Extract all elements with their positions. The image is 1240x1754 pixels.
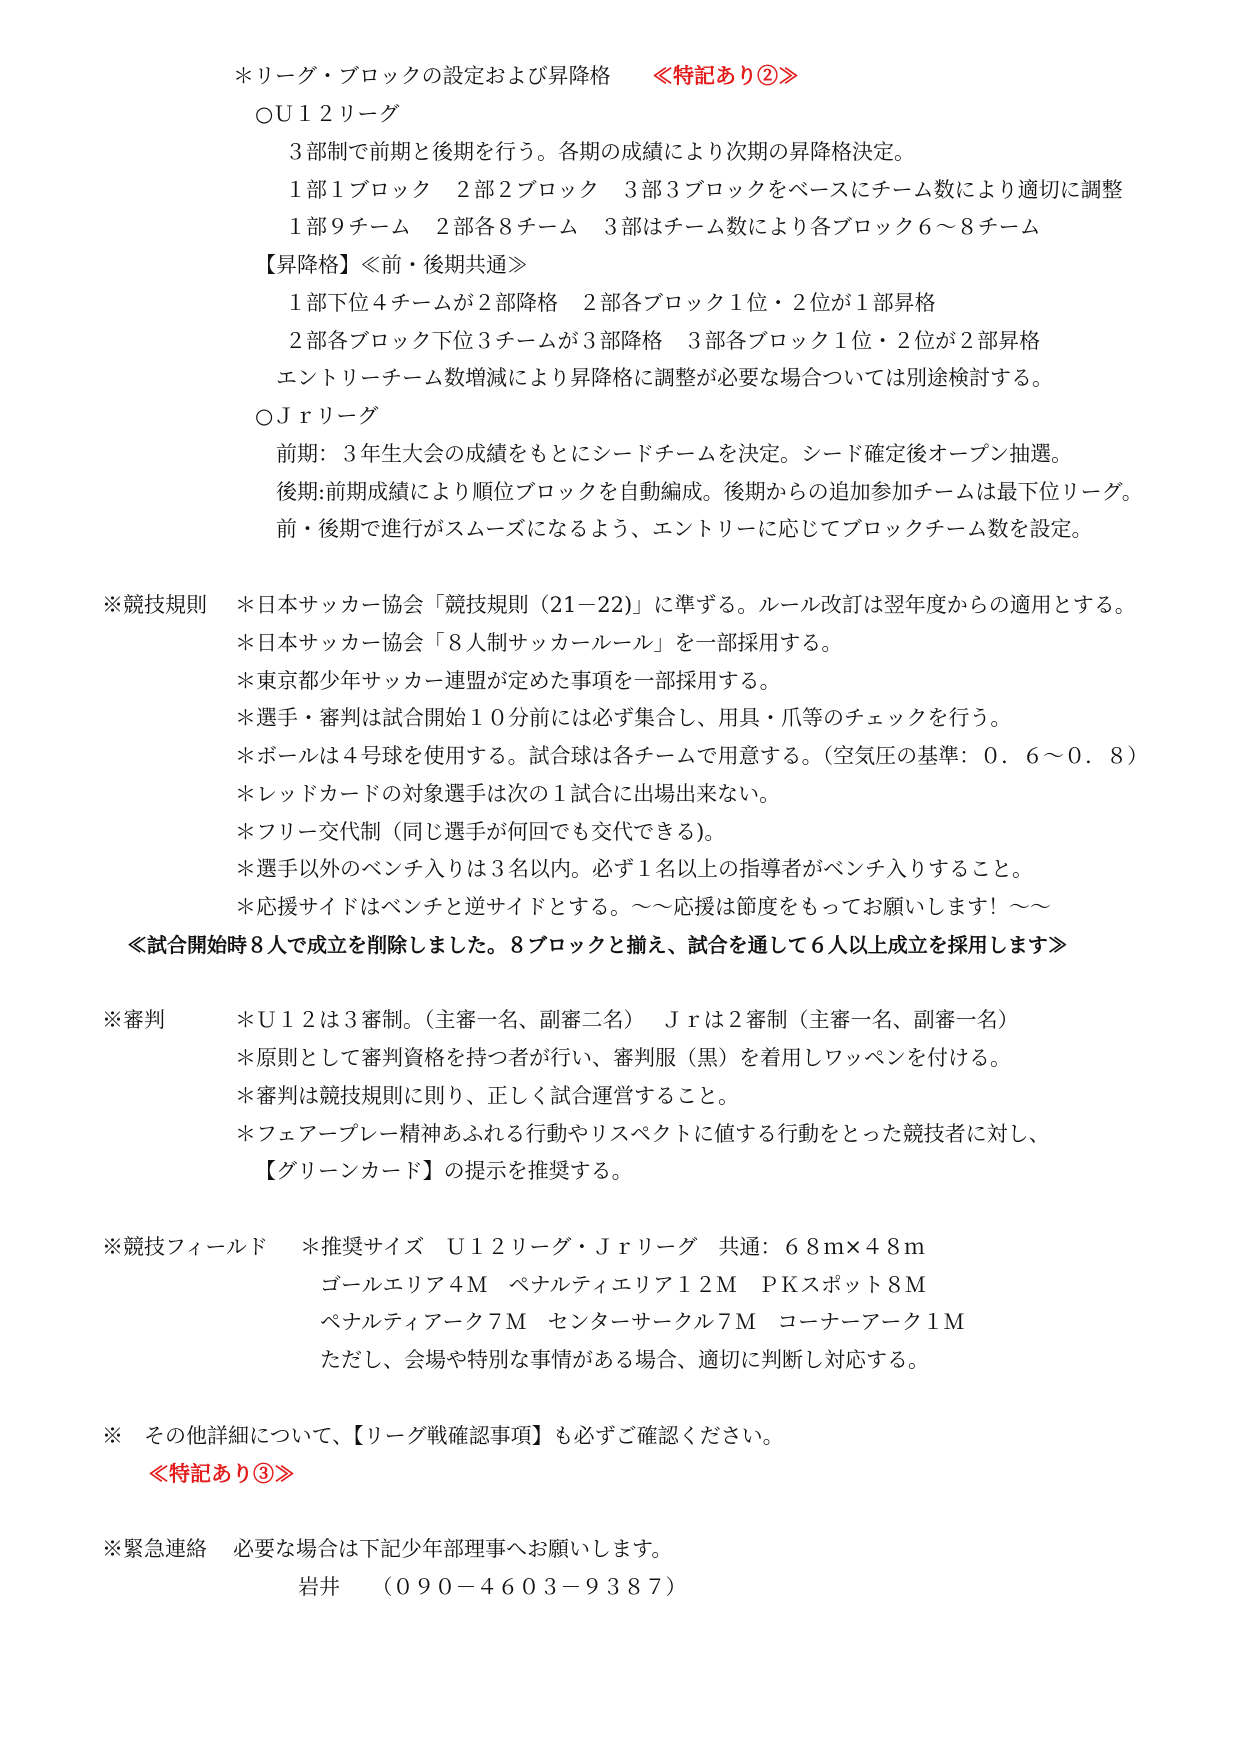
field-label: ※競技フィールド (102, 1235, 268, 1259)
promotion-line: ２部各ブロック下位３チームが３部降格 ３部各ブロック１位・２位が２部昇格 (285, 329, 1041, 353)
u12-line: １部１ブロック ２部２ブロック ３部３ブロックをベースにチーム数により適切に調整 (285, 178, 1123, 202)
promotion-line: エントリーチーム数増減により昇降格に調整が必要な場合ついては別途検討する。 (276, 366, 1053, 390)
rules-item: ＊日本サッカー協会「競技規則（21－22)」に準ずる。ルール改訂は翌年度からの適用とする。 (235, 593, 1136, 617)
promotion-line: １部下位４チームが２部降格 ２部各ブロック１位・２位が１部昇格 (285, 291, 936, 315)
rules-item: ＊選手・審判は試合開始１０分前には必ず集合し、用具・爪等のチェックを行う。 (235, 706, 1012, 730)
rules-item: ＊日本サッカー協会「８人制サッカールール」を一部採用する。 (235, 631, 843, 655)
referee-item: ＊審判は競技規則に則り、正しく試合運営すること。 (235, 1084, 739, 1108)
rules-item: ＊レッドカードの対象選手は次の１試合に出場出来ない。 (235, 782, 781, 806)
referee-item: 【グリーンカード】の提示を推奨する。 (255, 1159, 633, 1183)
emergency-text: 必要な場合は下記少年部理事へお願いします。 (233, 1537, 673, 1561)
u12-line: １部９チーム ２部各８チーム ３部はチーム数により各ブロック６～８チーム (285, 215, 1041, 239)
emergency-label: ※緊急連絡 (102, 1537, 207, 1561)
emergency-contact: 岩井 （０９０－４６０３－９３８７） (298, 1575, 687, 1599)
field-item: ただし、会場や特別な事情がある場合、適切に判断し対応する。 (320, 1348, 929, 1372)
referee-item: ＊原則として審判資格を持つ者が行い、審判服（黒）を着用しワッペンを付ける。 (235, 1046, 1011, 1070)
rules-item: ＊ボールは４号球を使用する。試合球は各チームで用意する。（空気圧の基準：０．６～０．８） (235, 744, 1149, 768)
league-heading: ＊リーグ・ブロックの設定および昇降格 (233, 64, 611, 88)
rules-item: ＊東京都少年サッカー連盟が定めた事項を一部採用する。 (235, 669, 781, 693)
field-item: ゴールエリア４Ｍ ペナルティエリア１２Ｍ ＰＫスポット８Ｍ (320, 1273, 926, 1297)
u12-title: ○Ｕ１２リーグ (255, 102, 400, 126)
other-note: ≪特記あり③≫ (148, 1461, 295, 1486)
field-item: ＊推奨サイズ Ｕ１２リーグ・Ｊｒリーグ 共通：６８ｍ×４８ｍ (300, 1235, 925, 1259)
jr-line: 前期：３年生大会の成績をもとにシードチームを決定。シード確定後オープン抽選。 (276, 442, 1073, 466)
rules-notice: ≪試合開始時８人で成立を削除しました。８ブロックと揃え、試合を通して６人以上成立を採用します≫ (127, 933, 1068, 957)
referee-item: ＊Ｕ１２は３審制。（主審一名、副審二名） Ｊｒは２審制（主審一名、副審一名） (235, 1008, 1019, 1032)
rules-item: ＊選手以外のベンチ入りは３名以内。必ず１名以上の指導者がベンチ入りすること。 (235, 857, 1033, 881)
jr-line: 後期:前期成績により順位ブロックを自動編成。後期からの追加参加チームは最下位リーグ。 (276, 480, 1143, 504)
rules-item: ＊応援サイドはベンチと逆サイドとする。～～応援は節度をもってお願いします！～～ (235, 895, 1052, 919)
jr-line: 前・後期で進行がスムーズになるよう、エントリーに応じてブロックチーム数を設定。 (276, 517, 1093, 541)
jr-title: ○Ｊｒリーグ (255, 404, 379, 428)
rules-label: ※競技規則 (102, 593, 207, 617)
rules-item: ＊フリー交代制（同じ選手が何回でも交代できる)。 (235, 820, 726, 844)
referee-label: ※審判 (102, 1008, 165, 1032)
league-note: ≪特記あり②≫ (652, 63, 799, 88)
other-text: ※ その他詳細について、【リーグ戦確認事項】も必ずご確認ください。 (102, 1424, 784, 1448)
field-item: ペナルティアーク７Ｍ センターサークル７Ｍ コーナーアーク１Ｍ (320, 1310, 965, 1334)
referee-item: ＊フェアープレー精神あふれる行動やリスペクトに値する行動をとった競技者に対し、 (235, 1122, 1050, 1146)
promotion-title: 【昇降格】≪前・後期共通≫ (255, 253, 528, 277)
u12-line: ３部制で前期と後期を行う。各期の成績により次期の昇降格決定。 (285, 140, 915, 164)
